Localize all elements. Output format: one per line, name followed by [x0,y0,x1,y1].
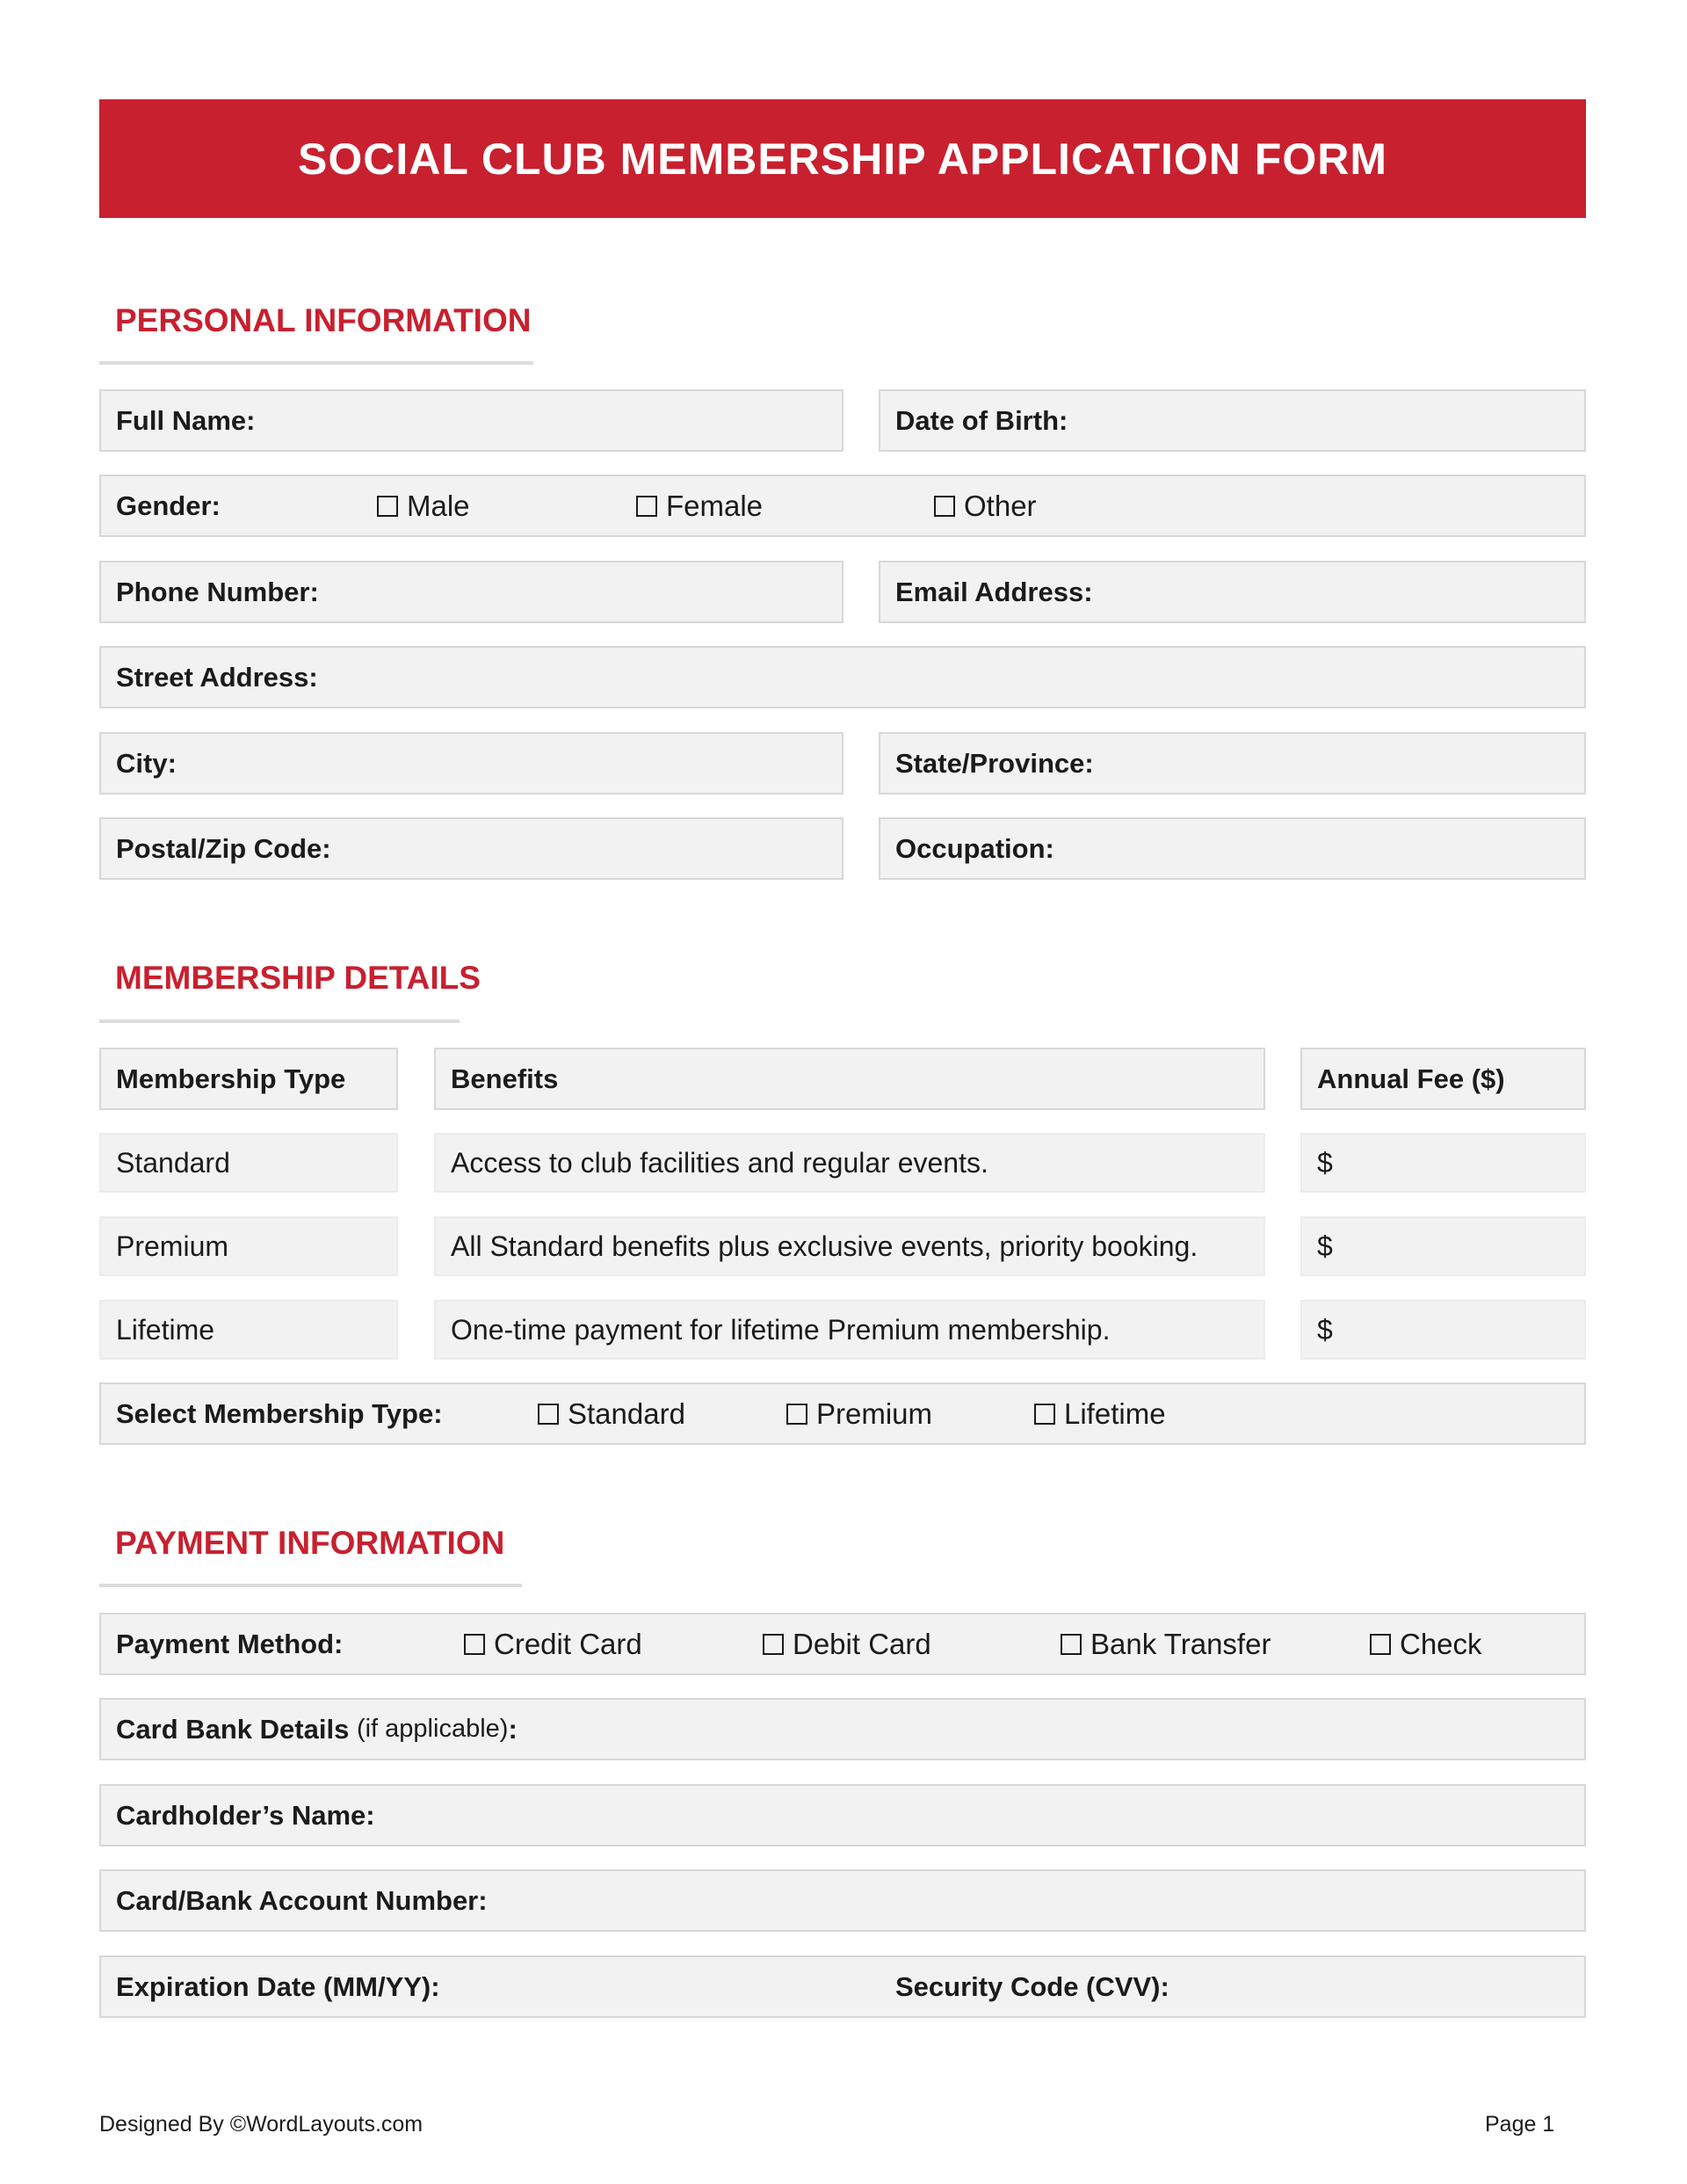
table-cell-benefits [434,1133,1265,1193]
email-address-label: Email Address: [895,576,1093,607]
fee-input[interactable] [1300,1133,1586,1193]
membership-option-standard[interactable] [538,1397,685,1431]
payment-option-credit-card[interactable] [464,1628,642,1661]
membership-type: Standard [116,1146,230,1179]
payment-option-bank-transfer[interactable] [1061,1628,1271,1661]
section-title-payment: PAYMENT INFORMATION [115,1525,505,1561]
membership-option-lifetime[interactable] [1034,1397,1166,1431]
card-bank-details-field[interactable] [99,1698,1586,1760]
state-province-field[interactable] [879,732,1586,795]
payment-option-check[interactable] [1370,1628,1482,1661]
payment-option-debit-card[interactable] [763,1628,931,1661]
city-label: City: [116,747,177,779]
table-cell-type [99,1300,398,1360]
table-cell-type [99,1133,398,1193]
column-header: Membership Type [116,1063,346,1094]
expiration-date-label: Expiration Date (MM/YY): [116,1970,440,2002]
cardholder-name-field[interactable] [99,1784,1586,1847]
option-label: Debit Card [793,1627,931,1660]
cardholder-name-label: Cardholder’s Name: [116,1799,375,1831]
section-title-personal: PERSONAL INFORMATION [115,302,532,338]
postal-code-label: Postal/Zip Code: [116,832,331,864]
option-label: Male [407,489,470,522]
fee-currency: $ [1317,1313,1333,1346]
account-number-field[interactable] [99,1869,1586,1932]
section-underline [99,1019,460,1023]
table-cell-benefits [434,1300,1265,1360]
option-label: Check [1400,1627,1482,1660]
footer-designed-by: Designed By ©WordLayouts.com [99,2112,424,2137]
fee-currency: $ [1317,1230,1333,1262]
occupation-field[interactable] [879,817,1586,880]
membership-benefits: One-time payment for lifetime Premium membership. [451,1313,1111,1346]
gender-option-female[interactable] [636,490,763,523]
select-membership-label: Select Membership Type: [116,1397,443,1429]
option-label: Standard [568,1397,685,1430]
checkbox-icon[interactable] [763,1634,784,1655]
date-of-birth-field[interactable] [879,389,1586,452]
fee-input[interactable] [1300,1300,1586,1360]
state-province-label: State/Province: [895,747,1094,779]
table-cell-type [99,1216,398,1276]
option-label: Premium [816,1397,933,1430]
account-number-label: Card/Bank Account Number: [116,1884,488,1916]
postal-code-field[interactable] [99,817,844,880]
full-name-field[interactable] [99,389,844,452]
gender-option-other[interactable] [934,490,1037,523]
checkbox-icon[interactable] [464,1634,485,1655]
if-applicable-note: (if applicable) [356,1715,509,1743]
security-code-label: Security Code (CVV): [895,1970,1169,2002]
checkbox-icon[interactable] [636,496,657,517]
form-title: SOCIAL CLUB MEMBERSHIP APPLICATION FORM [298,134,1387,184]
checkbox-icon[interactable] [1061,1634,1082,1655]
column-header: Annual Fee ($) [1317,1063,1505,1094]
card-bank-details-label: Card Bank Details [116,1713,350,1745]
membership-benefits: Access to club facilities and regular events. [451,1146,988,1179]
table-header-benefits [434,1048,1265,1110]
checkbox-icon[interactable] [786,1404,807,1425]
gender-field [99,475,1586,537]
checkbox-icon[interactable] [1034,1404,1055,1425]
checkbox-icon[interactable] [538,1404,559,1425]
street-address-field[interactable] [99,646,1586,708]
option-label: Lifetime [1064,1397,1166,1430]
occupation-label: Occupation: [895,832,1054,864]
expiration-cvv-field[interactable] [99,1955,1586,2018]
table-header-type [99,1048,398,1110]
membership-option-premium[interactable] [786,1397,932,1431]
form-title-banner [99,99,1586,218]
city-field[interactable] [99,732,844,795]
checkbox-icon[interactable] [1370,1634,1391,1655]
option-label: Other [964,489,1037,522]
payment-method-field [99,1613,1586,1675]
checkbox-icon[interactable] [934,496,955,517]
membership-benefits: All Standard benefits plus exclusive events, priority booking. [451,1230,1198,1262]
gender-label: Gender: [116,490,221,521]
street-address-label: Street Address: [116,661,318,693]
select-membership-field [99,1382,1586,1445]
checkbox-icon[interactable] [377,496,398,517]
payment-method-label: Payment Method: [116,1628,344,1659]
fee-currency: $ [1317,1146,1333,1179]
option-label: Female [666,489,764,522]
footer-page-number: Page 1 [1485,2112,1555,2137]
email-address-field[interactable] [879,561,1586,623]
label-colon: : [508,1713,518,1745]
fee-input[interactable] [1300,1216,1586,1276]
phone-number-field[interactable] [99,561,844,623]
table-header-fee [1300,1048,1586,1110]
option-label: Bank Transfer [1090,1627,1271,1660]
full-name-label: Full Name: [116,404,256,436]
membership-type: Lifetime [116,1313,215,1346]
phone-number-label: Phone Number: [116,576,319,607]
section-underline [99,1584,522,1587]
gender-option-male[interactable] [377,490,470,523]
date-of-birth-label: Date of Birth: [895,404,1068,436]
section-underline [99,361,533,365]
membership-type: Premium [116,1230,229,1262]
section-title-membership: MEMBERSHIP DETAILS [115,960,481,996]
option-label: Credit Card [494,1627,642,1660]
table-cell-benefits [434,1216,1265,1276]
column-header: Benefits [451,1063,559,1094]
